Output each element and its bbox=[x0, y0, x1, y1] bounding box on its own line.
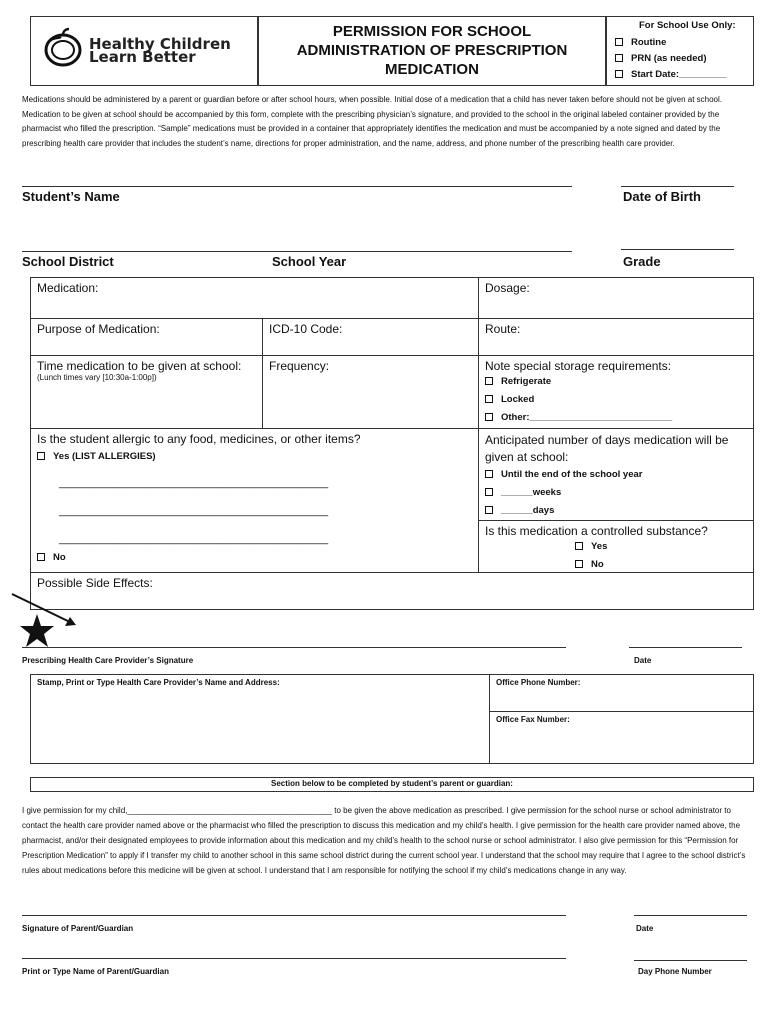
storage-refrigerate[interactable]: Refrigerate bbox=[485, 373, 747, 391]
checkbox-icon bbox=[575, 542, 583, 550]
purpose-cell[interactable]: Purpose of Medication: bbox=[30, 318, 263, 356]
dob-field[interactable] bbox=[621, 186, 734, 187]
parent-phone-field[interactable] bbox=[634, 960, 747, 961]
stamp-cell[interactable]: Stamp, Print or Type Health Care Provider’s Name and Address: bbox=[30, 674, 490, 764]
checkbox-icon bbox=[615, 70, 623, 78]
parent-phone-label: Day Phone Number bbox=[638, 967, 712, 976]
allergy-question: Is the student allergic to any food, medicines, or other items? bbox=[37, 432, 361, 446]
logo-box bbox=[30, 16, 258, 86]
days-question-2: given at school: bbox=[485, 450, 569, 464]
apple-logo-icon bbox=[41, 25, 85, 69]
allergy-cell bbox=[30, 428, 479, 573]
checkbox-icon bbox=[37, 553, 45, 561]
days-question-1: Anticipated number of days medication will be bbox=[485, 433, 729, 447]
controlled-cell bbox=[478, 520, 754, 573]
title-line2: ADMINISTRATION OF PRESCRIPTION bbox=[296, 42, 568, 59]
office-fax-cell[interactable]: Office Fax Number: bbox=[489, 711, 754, 764]
parent-section-header: Section below to be completed by student’s parent or guardian: bbox=[30, 777, 754, 792]
checkbox-icon bbox=[485, 488, 493, 496]
grade-field[interactable] bbox=[621, 249, 734, 250]
parent-signature-label: Signature of Parent/Guardian bbox=[22, 924, 134, 933]
storage-other[interactable]: Other:___________________________ bbox=[485, 409, 747, 427]
checkbox-icon bbox=[485, 377, 493, 385]
school-use-routine[interactable]: Routine bbox=[615, 37, 666, 48]
parent-print-name-field[interactable] bbox=[22, 958, 566, 959]
allergy-line-2[interactable]: ____________________________________________ bbox=[59, 505, 329, 517]
logo-line1: Healthy Children bbox=[89, 35, 231, 53]
checkbox-icon bbox=[485, 413, 493, 421]
title-line3: MEDICATION bbox=[385, 61, 479, 78]
time-cell[interactable] bbox=[30, 355, 263, 429]
storage-cell bbox=[478, 355, 754, 429]
title-box bbox=[258, 16, 606, 86]
school-use-box bbox=[606, 16, 754, 86]
school-use-start-date[interactable]: Start Date:_________ bbox=[615, 69, 727, 80]
school-use-prn[interactable]: PRN (as needed) bbox=[615, 53, 707, 64]
provider-date-field[interactable] bbox=[629, 647, 742, 648]
controlled-question: Is this medication a controlled substance? bbox=[485, 524, 708, 538]
checkbox-icon bbox=[615, 54, 623, 62]
year-label: School Year bbox=[272, 254, 347, 269]
allergy-line-3[interactable]: ____________________________________________ bbox=[59, 533, 329, 545]
storage-locked[interactable]: Locked bbox=[485, 391, 747, 409]
parent-date-field[interactable] bbox=[634, 915, 747, 916]
parent-print-name-label: Print or Type Name of Parent/Guardian bbox=[22, 967, 169, 976]
checkbox-icon bbox=[575, 560, 583, 568]
allergy-yes[interactable]: Yes (LIST ALLERGIES) bbox=[37, 448, 472, 466]
controlled-no[interactable]: No bbox=[575, 556, 747, 574]
dosage-cell[interactable]: Dosage: bbox=[478, 277, 754, 319]
dob-label: Date of Birth bbox=[623, 189, 701, 204]
checkbox-icon bbox=[485, 470, 493, 478]
parent-date-label: Date bbox=[636, 924, 654, 933]
storage-label: Note special storage requirements: bbox=[485, 359, 672, 373]
allergy-line-1[interactable]: ____________________________________________ bbox=[59, 477, 329, 489]
days-cell bbox=[478, 428, 754, 521]
checkbox-icon bbox=[37, 452, 45, 460]
provider-date-label: Date bbox=[634, 656, 652, 665]
star-arrow-icon bbox=[10, 592, 80, 650]
frequency-cell[interactable]: Frequency: bbox=[262, 355, 479, 429]
parent-permission-paragraph: I give permission for my child,______________________________________________ to be given the above medication as prescribed. I give permission for the school nurse or school administrator to contact the health care provider named above or the pharmacist who filled the prescription to discuss this medication and my child’s health. I give permission for the health care provider named above, the pharmacist, and/or their designated employees to provide information about this medication and my child’s health to the school nurse or school administrator. I also give permission for this “Permission for Prescription Medication” to apply if I transfer my child to another school in this same school district during the current school year. I understand that the school may require that I agree to the school district’s rules about medications before this medicine will be given at school. I understand that I am responsible for notifying the school if my child’s medications change in any way. bbox=[22, 806, 746, 875]
parent-signature-field[interactable] bbox=[22, 915, 566, 916]
days-weeks[interactable]: ______weeks bbox=[485, 484, 747, 502]
title-line1: PERMISSION FOR SCHOOL bbox=[332, 23, 532, 40]
district-label: School District bbox=[22, 254, 114, 269]
time-label: Time medication to be given at school: bbox=[37, 359, 242, 373]
grade-label: Grade bbox=[623, 254, 661, 269]
intro-paragraph: Medications should be administered by a parent or guardian before or after school hours, when possible. Initial dose of a medication that a child has never taken before should not be given at school. Medication to be given at school should be accompanied by this form, complete with the prescribing physician’s signature, and provided to the school in the original labeled container provided by the pharmacist who filled the prescription. “Sample” medications must be provided in a container that appropriately identifies the medication and must be accompanied by a note signed and dated by the prescribing health care provider that includes the student’s name, directions for proper administration, and the name, address, and phone number of the prescribing health care provider. bbox=[22, 95, 722, 148]
checkbox-icon bbox=[485, 395, 493, 403]
provider-signature-field[interactable] bbox=[22, 647, 566, 648]
controlled-yes[interactable]: Yes bbox=[575, 538, 747, 556]
checkbox-icon bbox=[485, 506, 493, 514]
student-name-label: Student’s Name bbox=[22, 189, 120, 204]
side-effects-cell[interactable]: Possible Side Effects: bbox=[30, 572, 754, 610]
student-name-field[interactable] bbox=[22, 186, 572, 187]
lunch-note: (Lunch times vary [10:30a-1:00p]) bbox=[37, 373, 157, 382]
checkbox-icon bbox=[615, 38, 623, 46]
district-year-field[interactable] bbox=[22, 251, 572, 252]
allergy-no[interactable]: No bbox=[37, 549, 66, 567]
school-use-title: For School Use Only: bbox=[639, 20, 736, 31]
days-end-of-year[interactable]: Until the end of the school year bbox=[485, 466, 747, 484]
route-cell[interactable]: Route: bbox=[478, 318, 754, 356]
logo-line2: Learn Better bbox=[89, 48, 196, 66]
days-days[interactable]: ______days bbox=[485, 502, 747, 520]
provider-signature-label: Prescribing Health Care Provider’s Signature bbox=[22, 656, 194, 665]
office-phone-cell[interactable]: Office Phone Number: bbox=[489, 674, 754, 712]
child-name-field[interactable]: ______________________________________________ bbox=[127, 806, 333, 815]
icd-cell[interactable]: ICD-10 Code: bbox=[262, 318, 479, 356]
medication-cell[interactable]: Medication: bbox=[30, 277, 479, 319]
